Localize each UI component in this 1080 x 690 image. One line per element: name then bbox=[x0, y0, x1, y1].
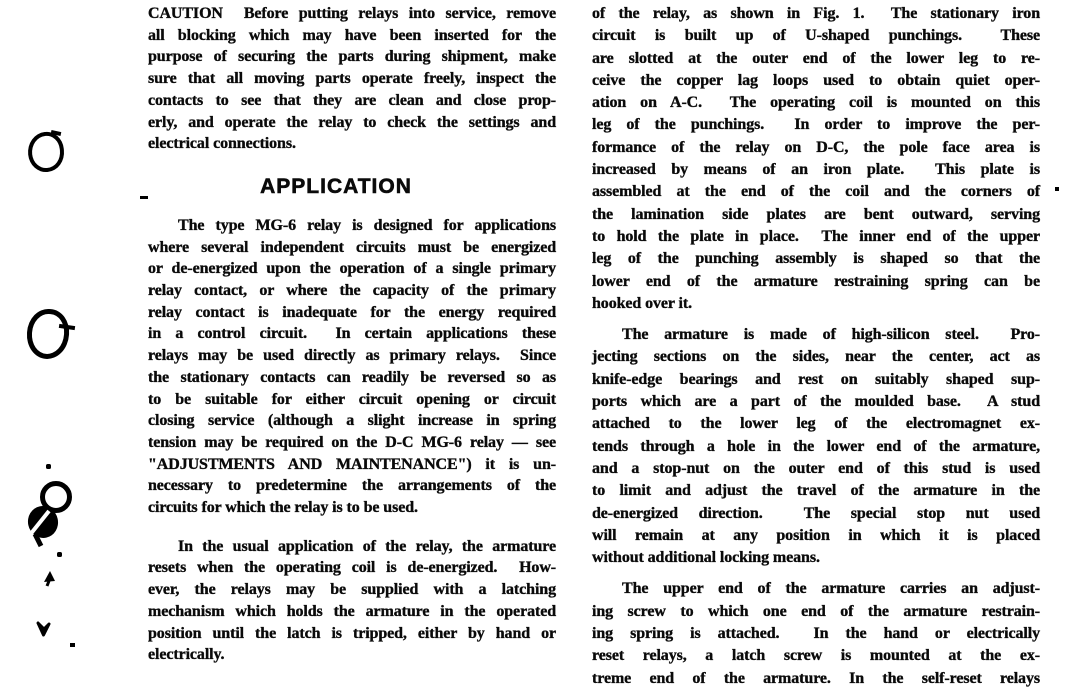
ink-dot-icon bbox=[70, 643, 75, 647]
text-line: de-energized direction. The special stop nut used bbox=[592, 504, 1040, 522]
text-line: resets when the operating coil is de-energized. How- bbox=[148, 559, 556, 577]
text-line: purpose of securing the parts during shipment, make bbox=[148, 48, 556, 66]
text-line: ing spring is attached. In the hand or electrically bbox=[592, 625, 1040, 643]
text-line: tension may be required on the D-C MG-6 relay — see bbox=[148, 433, 556, 451]
text-line: electrically. bbox=[148, 646, 225, 664]
text-line: CAUTION Before putting relays into service, remove bbox=[148, 5, 556, 22]
ink-circle-mark-2 bbox=[25, 308, 70, 361]
text-line: circuit is built up of U-shaped punchings. These bbox=[592, 27, 1040, 45]
text-line: ports which are a part of the moulded base. A stud bbox=[592, 393, 1040, 411]
text-line: of the relay, as shown in Fig. 1. The stationary iron bbox=[592, 5, 1040, 22]
text-line: relay contact, or where the capacity of the primary bbox=[148, 282, 556, 300]
paragraph bbox=[592, 3, 1040, 315]
text-line: to hold the plate in place. The inner end of the upper bbox=[592, 227, 1040, 245]
text-line: assembled at the end of the coil and the corners of bbox=[592, 183, 1040, 201]
text-line: attached to the lower leg of the electromagnet ex- bbox=[592, 415, 1040, 433]
text-line: relay contact is inadequate for the energy required bbox=[148, 303, 556, 321]
text-line: the stationary contacts can readily be reversed so as bbox=[148, 368, 556, 386]
text-line: ever, the relays may be supplied with a latching bbox=[148, 581, 556, 599]
text-line: to limit and adjust the travel of the armature in the bbox=[592, 482, 1040, 500]
ink-dot-icon bbox=[57, 552, 62, 557]
text-line: knife-edge bearings and rest on suitably shaped sup- bbox=[592, 370, 1040, 388]
text-line: jecting sections on the sides, near the center, act as bbox=[592, 348, 1040, 366]
paragraph bbox=[592, 578, 1040, 687]
text-line: electrical connections. bbox=[148, 135, 296, 153]
text-line: erly, and operate the relay to check the settings and bbox=[148, 113, 556, 131]
text-line: leg of the punching assembly is shaped so that the bbox=[592, 250, 1040, 268]
text-line: increased by means of an iron plate. This plate is bbox=[592, 161, 1040, 179]
paragraph bbox=[148, 215, 556, 519]
ink-circle-mark-1 bbox=[26, 130, 66, 174]
text-line: In the usual application of the relay, the armature bbox=[178, 537, 556, 555]
text-line: contacts to see that they are clean and close prop- bbox=[148, 91, 556, 109]
paragraph bbox=[148, 536, 556, 666]
text-line: without additional locking means. bbox=[592, 549, 820, 567]
paragraph bbox=[592, 324, 1040, 569]
left-column bbox=[148, 0, 556, 666]
text-line: to be suitable for either circuit opening or circuit bbox=[148, 390, 556, 408]
text-line: necessary to predetermine the arrangements of the bbox=[148, 477, 556, 495]
text-line: sure that all moving parts operate freely, inspect the bbox=[148, 70, 556, 88]
ink-triangle-mark-icon bbox=[42, 570, 57, 587]
text-line: position until the latch is tripped, either by hand or bbox=[148, 624, 556, 642]
text-line: ing screw to which one end of the armature restrain- bbox=[592, 602, 1040, 620]
ink-dot-icon bbox=[1055, 187, 1059, 191]
section-heading: APPLICATION bbox=[260, 174, 412, 198]
text-line: are slotted at the outer end of the lower leg to re- bbox=[592, 49, 1040, 67]
text-line: circuits for which the relay is to be used. bbox=[148, 499, 418, 517]
text-line: ation on A-C. The operating coil is mounted on this bbox=[592, 94, 1040, 112]
text-line: or de-energized upon the operation of a single primary bbox=[148, 260, 556, 278]
text-line: relays may be used directly as primary relays. Since bbox=[148, 347, 556, 365]
text-line: mechanism which holds the armature in the operated bbox=[148, 602, 556, 620]
text-line: The upper end of the armature carries an adjust- bbox=[622, 580, 1040, 598]
text-line: The type MG-6 relay is designed for applications bbox=[178, 216, 556, 234]
text-line: The armature is made of high-silicon steel. Pro- bbox=[622, 326, 1040, 344]
ink-dot-icon bbox=[46, 464, 51, 469]
text-line: formance of the relay on D-C, the pole face area is bbox=[592, 138, 1040, 156]
text-line: will remain at any position in which it is placed bbox=[592, 526, 1040, 544]
text-line: where several independent circuits must be energized bbox=[148, 238, 556, 256]
paragraph bbox=[148, 3, 556, 155]
text-line: closing service (although a slight increase in spring bbox=[148, 412, 556, 430]
text-line: hooked over it. bbox=[592, 294, 692, 312]
text-line: "ADJUSTMENTS AND MAINTENANCE") it is un- bbox=[148, 455, 556, 473]
text-line: leg of the punchings. In order to improve the per- bbox=[592, 116, 1040, 134]
text-line: in a control circuit. In certain applications these bbox=[148, 325, 556, 343]
ink-scribble-mark-icon bbox=[25, 478, 77, 550]
ink-check-mark-icon bbox=[36, 620, 51, 637]
text-line: treme end of the armature. In the self-reset relays bbox=[592, 669, 1040, 687]
text-line: tends through a hole in the lower end of the armature, bbox=[592, 437, 1040, 455]
text-line: all blocking which may have been inserted for the bbox=[148, 26, 556, 44]
text-line: reset relays, a latch screw is mounted at the ex- bbox=[592, 647, 1040, 665]
text-line: the lamination side plates are bent outward, serving bbox=[592, 205, 1040, 223]
text-line: lower end of the armature restraining spring can be bbox=[592, 272, 1040, 290]
text-line: and a stop-nut on the outer end of this stud is used bbox=[592, 459, 1040, 477]
text-line: ceive the copper lag loops used to obtain quiet oper- bbox=[592, 71, 1040, 89]
right-column bbox=[592, 0, 1040, 687]
